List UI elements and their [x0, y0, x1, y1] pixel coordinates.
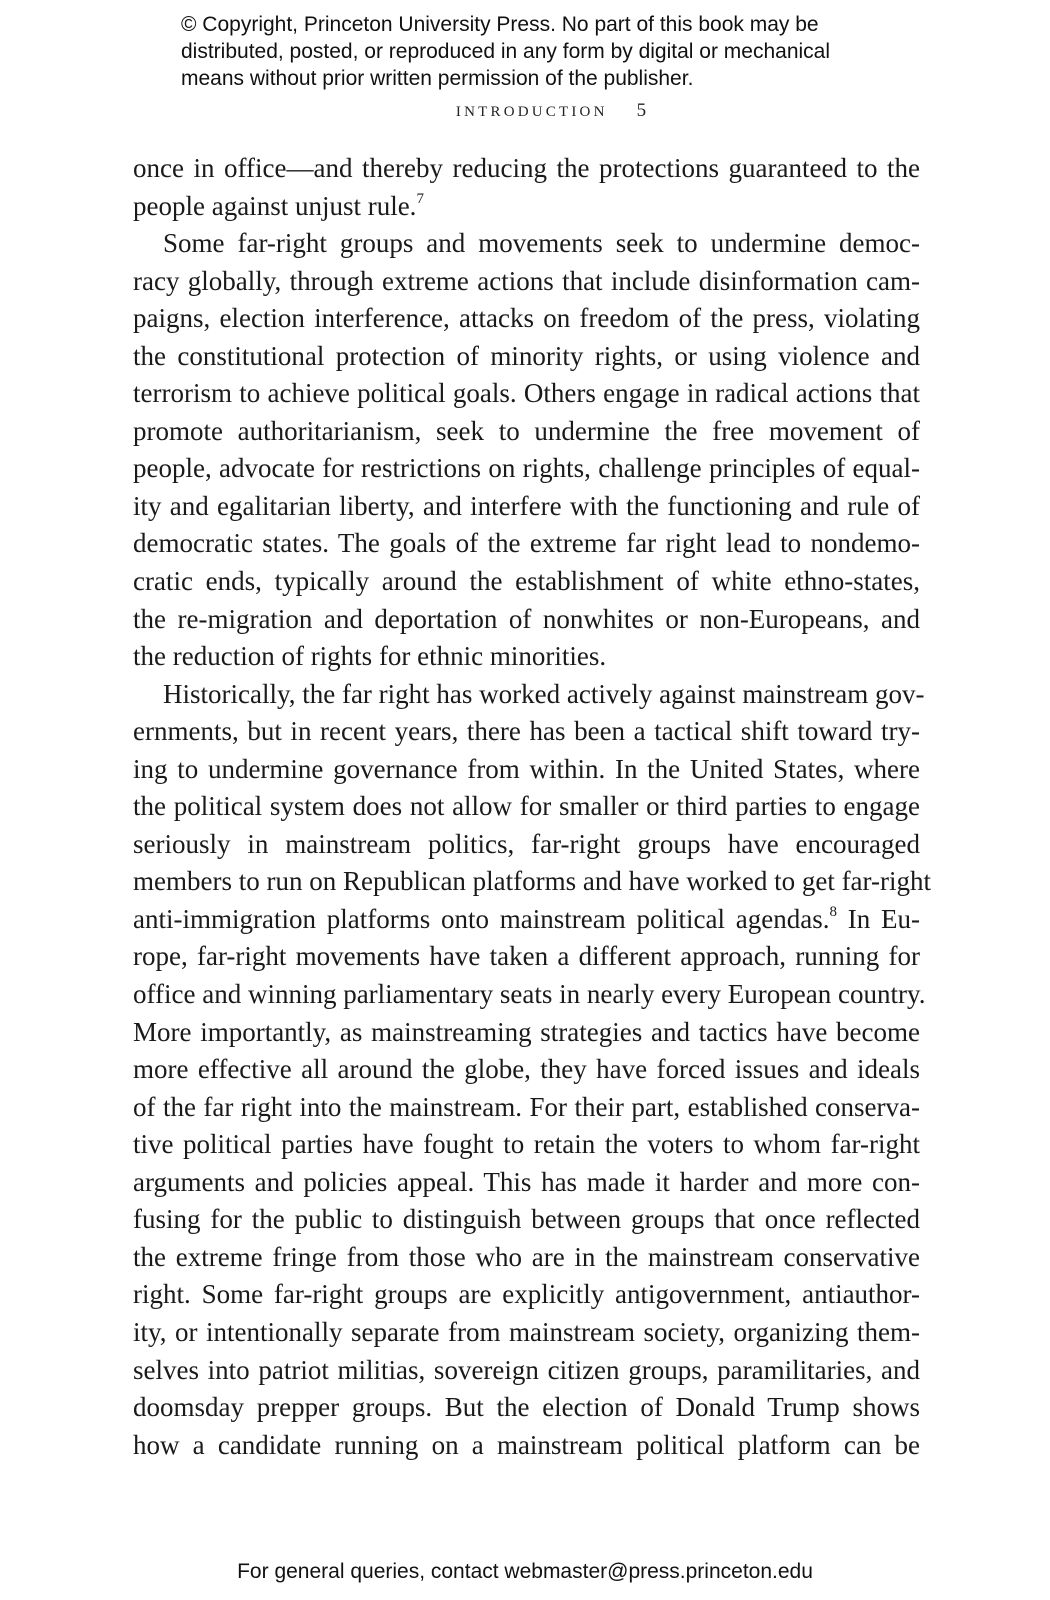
- copyright-line: means without prior written permission of the publisher.: [181, 67, 694, 90]
- text-line: anti-immigration platforms onto mainstream political agendas.$^8$ In Eu-: [133, 903, 920, 934]
- text-line: democratic states. The goals of the extreme far right lead to nondemo-: [133, 528, 920, 559]
- body-text: [133, 150, 931, 1464]
- text-line: promote authoritarianism, seek to undermine the free movement of: [133, 415, 920, 446]
- text-line: people against unjust rule.$^7$: [133, 190, 424, 221]
- text-line: racy globally, through extreme actions that include disinformation cam-: [133, 265, 920, 296]
- text-line: More importantly, as mainstreaming strategies and tactics have become: [133, 1016, 920, 1047]
- text-line: seriously in mainstream politics, far-right groups have encouraged: [133, 828, 920, 859]
- text-line: Some far-right groups and movements seek to undermine democ-: [163, 228, 920, 259]
- text-line: ity and egalitarian liberty, and interfere with the functioning and rule of: [133, 490, 920, 521]
- text-line: more effective all around the globe, they have forced issues and ideals: [133, 1054, 920, 1085]
- copyright-line: © Copyright, Princeton University Press. No part of this book may be: [181, 13, 819, 36]
- text-line: ity, or intentionally separate from mainstream society, organizing them-: [133, 1316, 920, 1347]
- page-number: 5: [636, 100, 647, 121]
- paragraph: [133, 150, 920, 225]
- text-line: right. Some far-right groups are explicitly antigovernment, antiauthor-: [133, 1279, 920, 1310]
- paragraph: [133, 676, 931, 1464]
- text-line: the constitutional protection of minority rights, or using violence and: [133, 340, 920, 371]
- text-line: how a candidate running on a mainstream political platform can be: [133, 1429, 920, 1460]
- text-line: of the far right into the mainstream. For their part, established conserva-: [133, 1091, 920, 1122]
- footnote-marker[interactable]: 7: [416, 190, 424, 207]
- paragraph: [133, 225, 920, 676]
- text-line: cratic ends, typically around the establishment of white ethno-states,: [133, 566, 920, 597]
- text-line: rope, far-right movements have taken a different approach, running for: [133, 941, 920, 972]
- text-line: terrorism to achieve political goals. Others engage in radical actions that: [133, 378, 920, 409]
- text-line: office and winning parliamentary seats in nearly every European country.: [133, 979, 926, 1010]
- running-head: [0, 100, 1050, 122]
- text-line: ernments, but in recent years, there has been a tactical shift toward try-: [133, 716, 920, 747]
- text-line: the extreme fringe from those who are in the mainstream conservative: [133, 1241, 920, 1272]
- text-line: fusing for the public to distinguish between groups that once reflected: [133, 1204, 920, 1235]
- text-line: members to run on Republican platforms and have worked to get far-right: [133, 866, 931, 897]
- text-line: paigns, election interference, attacks on freedom of the press, violating: [133, 303, 920, 334]
- text-line: doomsday prepper groups. But the election of Donald Trump shows: [133, 1392, 920, 1423]
- text-line: selves into patriot militias, sovereign citizen groups, paramilitaries, and: [133, 1354, 920, 1385]
- text-line: Historically, the far right has worked actively against mainstream gov-: [163, 678, 925, 709]
- text-line: the reduction of rights for ethnic minorities.: [133, 641, 607, 672]
- running-head-title: INTRODUCTION: [455, 104, 608, 120]
- text-line: the political system does not allow for smaller or third parties to engage: [133, 791, 920, 822]
- text-line: once in office—and thereby reducing the protections guaranteed to the: [133, 153, 920, 183]
- footnote-marker[interactable]: 8: [829, 903, 837, 920]
- footer-contact: For general queries, contact webmaster@press.princeton.edu: [237, 1560, 813, 1583]
- text-line: ing to undermine governance from within. In the United States, where: [133, 753, 920, 784]
- text-line: tive political parties have fought to retain the voters to whom far-right: [133, 1129, 920, 1160]
- text-line: people, advocate for restrictions on rights, challenge principles of equal-: [133, 453, 920, 484]
- copyright-line: distributed, posted, or reproduced in any form by digital or mechanical: [181, 40, 831, 63]
- text-line: the re-migration and deportation of nonwhites or non-Europeans, and: [133, 603, 920, 634]
- text-line: arguments and policies appeal. This has made it harder and more con-: [133, 1166, 920, 1197]
- copyright-notice: [181, 11, 901, 92]
